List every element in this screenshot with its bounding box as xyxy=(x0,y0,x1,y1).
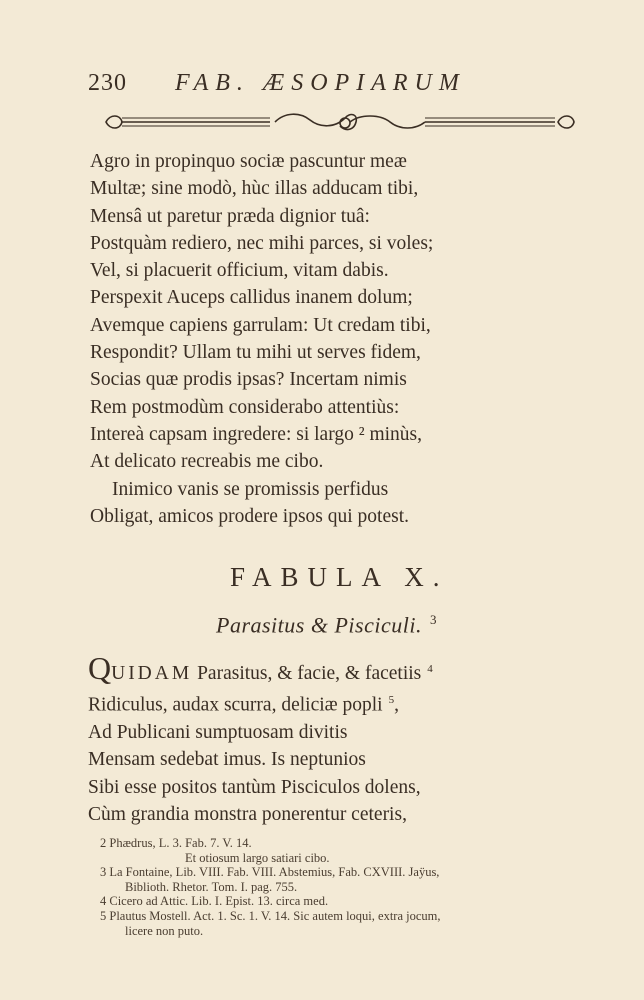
running-title: FAB. ÆSOPIARUM xyxy=(175,70,466,96)
verse-line: Agro in propinquo sociæ pascuntur meæ xyxy=(90,151,407,172)
footnote-continuation: Et otiosum largo satiari cibo. xyxy=(185,850,330,865)
verse-line: Mensâ ut paretur præda dignior tuâ: xyxy=(90,205,370,227)
verse-line: At delicato recreabis me cibo. xyxy=(90,451,324,473)
footnote-marker: 4 xyxy=(427,662,433,675)
small-caps-word: UIDAM xyxy=(111,663,193,684)
fable-line xyxy=(88,687,528,719)
verse-line: Rem postmodùm considerabo attentiùs: xyxy=(90,396,400,418)
verse-line: Perspexit Auceps callidus inanem dolum; xyxy=(90,287,413,309)
line-punct: , xyxy=(394,694,399,716)
ornamental-rule xyxy=(100,108,580,136)
subtitle-text: Parasitus & Pisciculi. xyxy=(216,612,422,638)
verse-block xyxy=(90,148,520,530)
verse-line: Multæ; sine modò, hùc illas adducam tibi, xyxy=(90,178,419,200)
footnote: 4 Cicero ad Attic. Lib. I. Epist. 13. circa med. xyxy=(100,894,329,909)
moral-line: Inimico vanis se promissis perfidus xyxy=(112,478,389,500)
footnotes xyxy=(100,836,600,938)
verse-line: Socias quæ prodis ipsas? Incertam nimis xyxy=(90,369,407,391)
verse-line: Intereà capsam ingredere: si largo ² minùs, xyxy=(90,423,422,445)
fable-line: Mensam sedebat imus. Is neptunios xyxy=(88,749,366,771)
verse-line: Postquàm rediero, nec mihi parces, si voles; xyxy=(90,232,434,254)
fable-subtitle xyxy=(216,612,437,638)
footnote-continuation: licere non puto. xyxy=(125,923,204,938)
footnote-marker: 5 xyxy=(388,694,395,707)
footnote: 3 La Fontaine, Lib. VIII. Fab. VIII. Abstemius, Fab. CXVIII. Jaÿus, xyxy=(100,865,440,880)
footnote-marker: 3 xyxy=(429,612,437,627)
verse-line: Vel, si placuerit officium, vitam dabis. xyxy=(90,260,389,282)
fable-verse-block xyxy=(88,652,528,828)
verse-line: Respondit? Ullam tu mihi ut serves fidem, xyxy=(90,342,421,364)
fable-line: Cùm grandia monstra ponerentur ceteris, xyxy=(88,803,407,825)
first-line-text: Parasitus, & facie, & facetiis xyxy=(197,663,422,684)
footnote: 2 Phædrus, L. 3. Fab. 7. V. 14. xyxy=(100,836,252,850)
fable-first-line xyxy=(88,652,528,687)
moral-line: Obligat, amicos prodere ipsos qui potest. xyxy=(90,505,409,527)
fable-line: Sibi esse positos tantùm Pisciculos dolens, xyxy=(88,776,421,798)
footnote-continuation: Biblioth. Rhetor. Tom. I. pag. 755. xyxy=(125,879,298,894)
verse-line: Avemque capiens garrulam: Ut credam tibi, xyxy=(90,314,431,336)
page-number: 230 xyxy=(88,70,127,96)
footnote: 5 Plautus Mostell. Act. 1. Sc. 1. V. 14. Sic autem loqui, extra jocum, xyxy=(100,908,441,923)
line-text: Ridiculus, audax scurra, deliciæ popli xyxy=(88,694,383,716)
fable-line: Ad Publicani sumptuosam divitis xyxy=(88,722,348,744)
drop-cap: Q xyxy=(88,650,112,686)
fable-title: FABULA X. xyxy=(230,562,449,592)
